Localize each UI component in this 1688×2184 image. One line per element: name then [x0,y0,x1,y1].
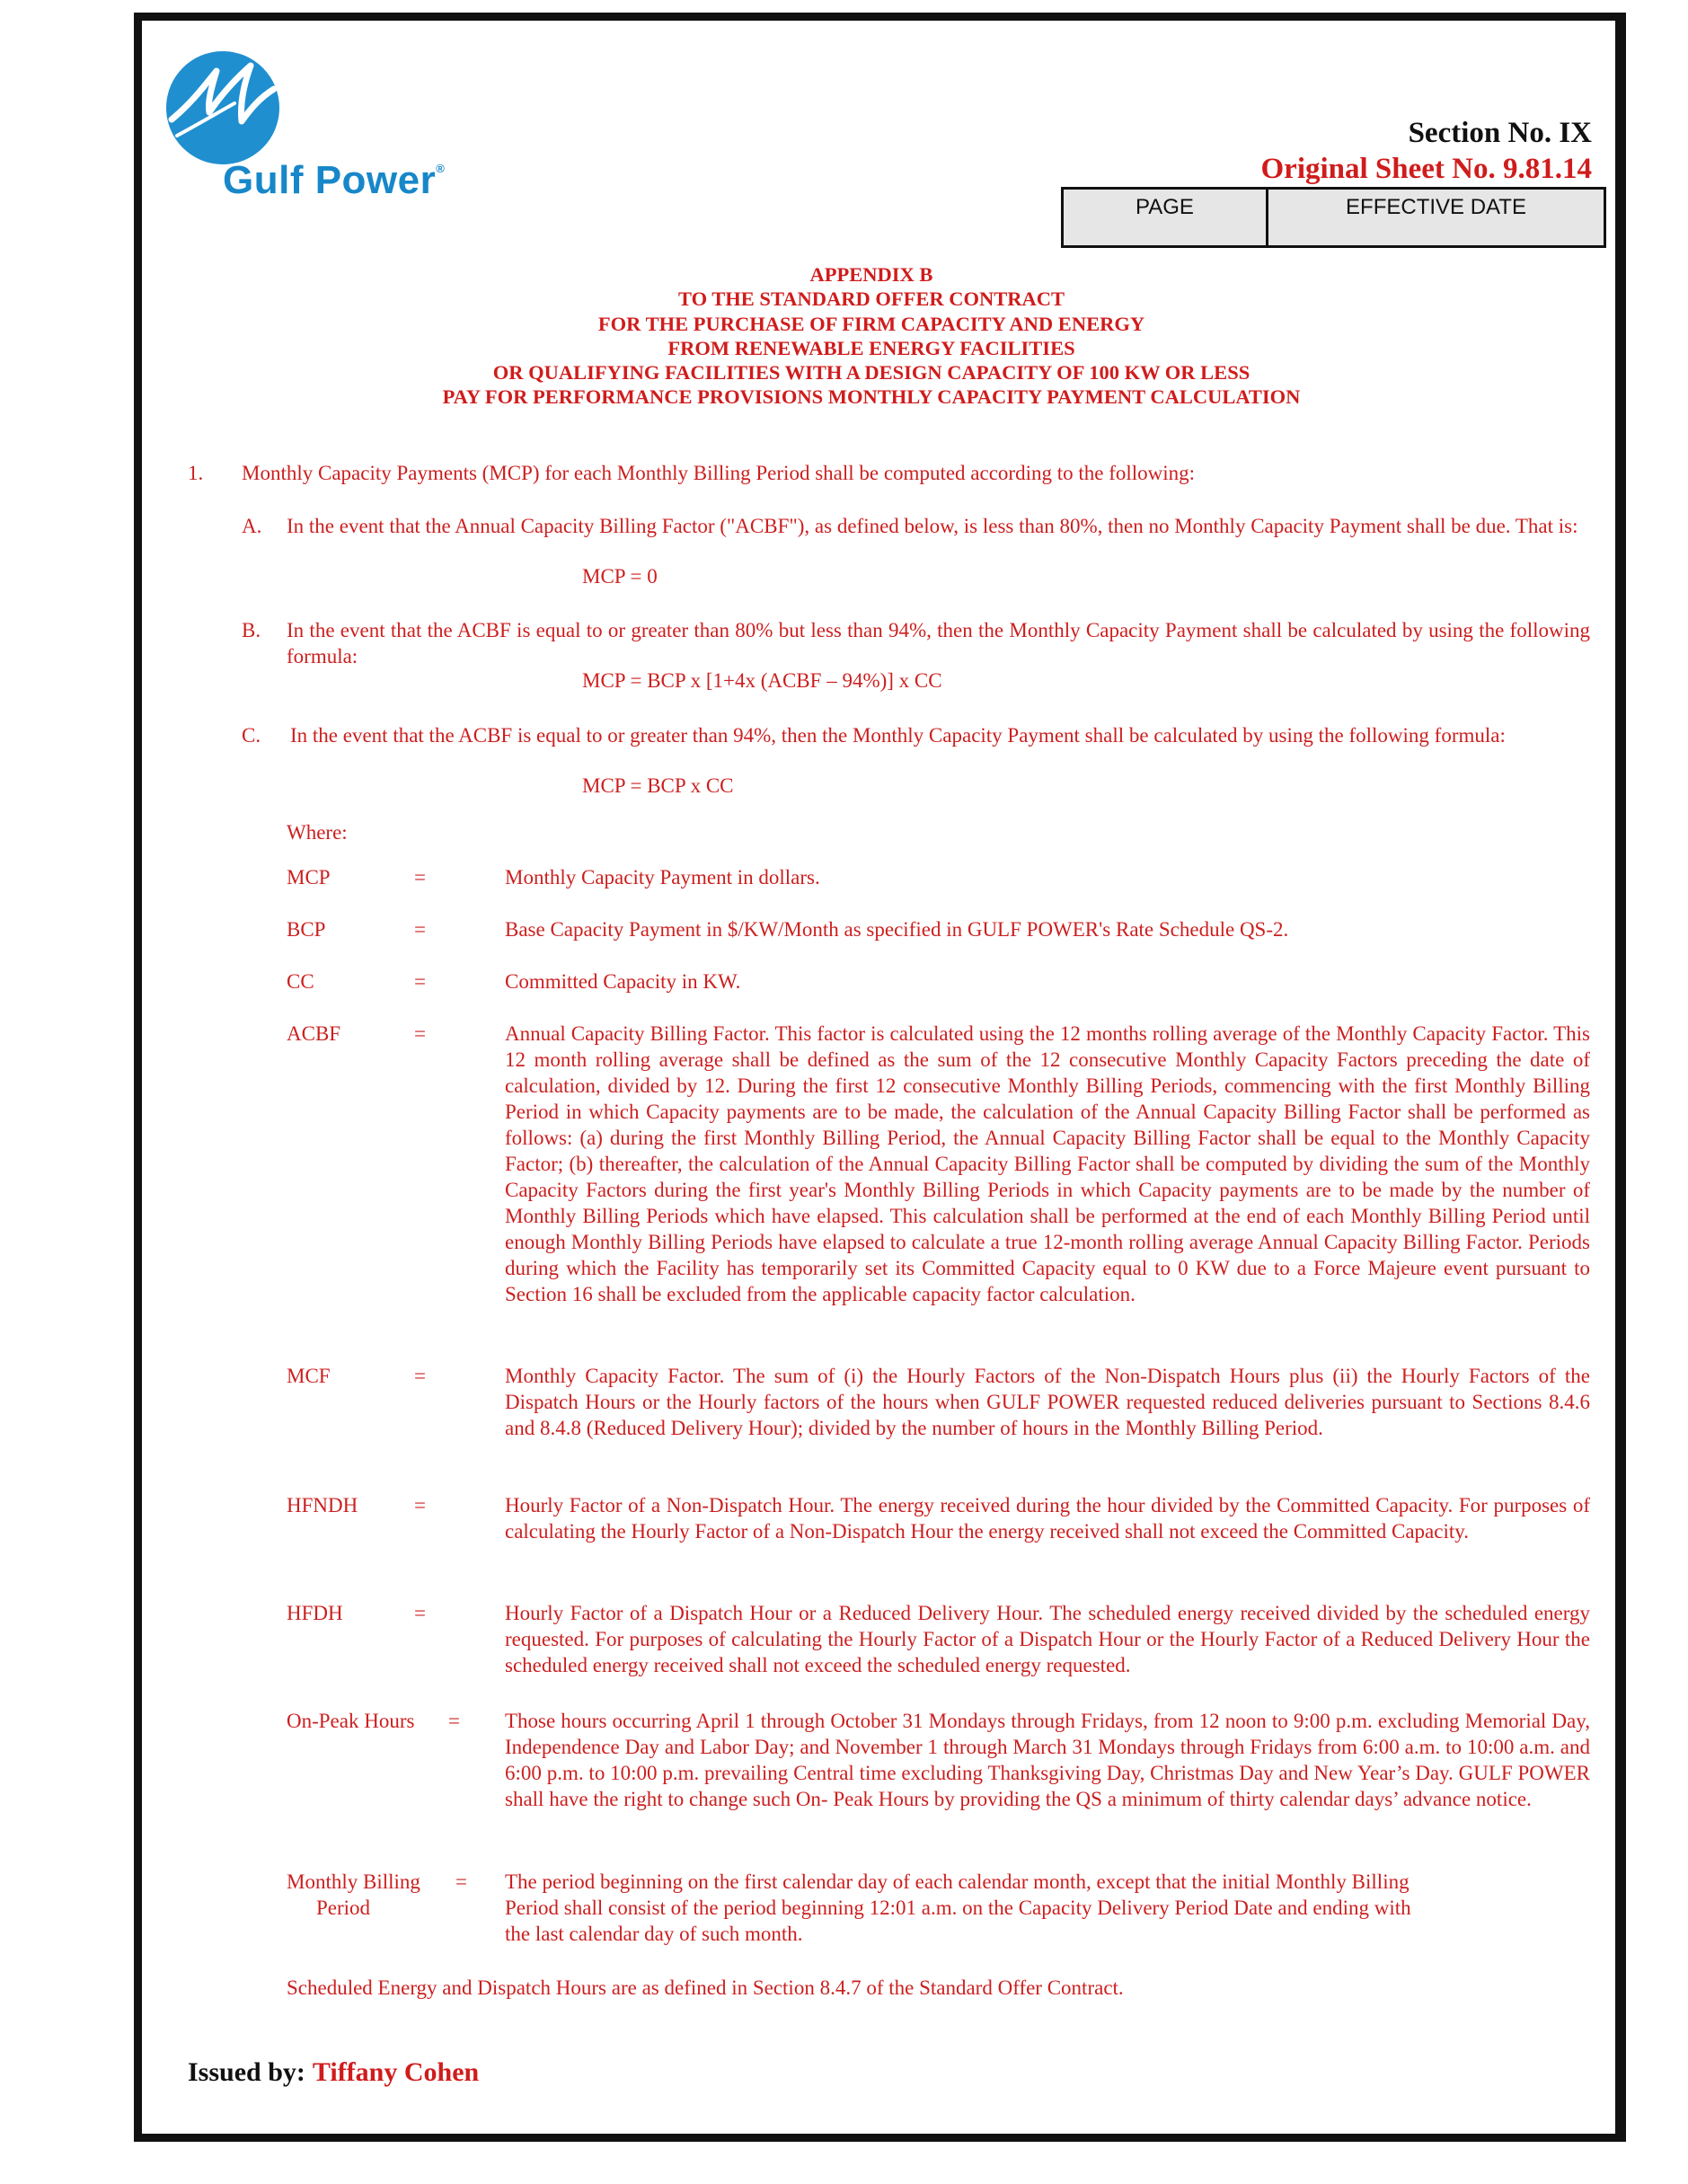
definition-line: the last calendar day of such month. [505,1923,803,1945]
definition-term: CC [287,970,314,993]
clause-text: In the event that the ACBF is equal to or greater than 94%, then the Monthly Capacity Payment shall be calculated by using the following formula: [290,724,1506,747]
definition-text: Hourly Factor of a Dispatch Hour or a Reduced Delivery Hour. The scheduled energy received divided by the scheduled energy requested. For purposes of calculating the Hourly Factor of a Dispatch Hour or the Hourly Factor of a Reduced Delivery Hour the scheduled energy received shall not exceed the scheduled energy requested. [505,1602,1590,1676]
page-header-cell: PAGE [1064,190,1268,245]
definition-text: Those hours occurring April 1 through October 31 Mondays through Fridays, from 12 noon to 9:00 p.m. excluding Memorial Day, Independence Day and Labor Day; and November 1 through March 31 Mondays through Fridays from 6:00 a.m. to 10:00 a.m. and 6:00 p.m. to 10:00 p.m. prevailing Central time excluding Thanksgiving Day, Christmas Day and New Year’s Day. GULF POWER shall have the right to change such On- Peak Hours by providing the QS a minimum of thirty calendar days’ advance notice. [505,1710,1590,1810]
definition-equals: = [414,970,426,993]
title-line: TO THE STANDARD OFFER CONTRACT [677,287,1065,311]
title-line: APPENDIX B [809,263,933,286]
title-line: FROM RENEWABLE ENERGY FACILITIES [667,336,1075,359]
definition-equals: = [414,1494,426,1516]
definition-term: MCF [287,1365,331,1387]
formula: MCP = 0 [582,565,658,588]
definition-term: BCP [287,918,326,941]
title-line: PAY FOR PERFORMANCE PROVISIONS MONTHLY CAPACITY PAYMENT CALCULATION [442,385,1301,409]
definition-text: Monthly Capacity Payment in dollars. [505,866,820,889]
definition-text: Committed Capacity in KW. [505,970,741,993]
definition-line: Period shall consist of the period beginning 12:01 a.m. on the Capacity Delivery Period Date and ending with [505,1897,1411,1919]
title-line: FOR THE PURCHASE OF FIRM CAPACITY AND ENERGY [597,312,1145,335]
definition-text [505,1869,1590,1947]
sheet-number: Original Sheet No. 9.81.14 [1260,153,1592,185]
clause-text: In the event that the ACBF is equal to or greater than 80% but less than 94%, then the Monthly Capacity Payment shall be calculated by using the following formula: [287,619,1590,668]
definition-line: The period beginning on the first calendar day of each calendar month, except that the initial Monthly Billing [505,1870,1410,1893]
section-number: Section No. IX [1408,117,1592,149]
document-title [135,262,1608,410]
definition-equals: = [414,866,426,889]
brand-name: Gulf Power® [223,158,446,202]
definition-text: Annual Capacity Billing Factor. This factor is calculated using the 12 months rolling average of the Monthly Capacity Factor. This 12 month rolling average shall be defined as the sum of the 12 consecutive Monthly Capacity Factors preceding the date of calculation, divided by 12. During the first 12 consecutive Monthly Billing Periods, commencing with the first Monthly Billing Period in which Capacity payments are to be made, the calculation of the Annual Capacity Billing Factor shall be performed as follows: (a) during the first Monthly Billing Period, the Annual Capacity Billing Factor shall be equal to the Monthly Capacity Factor; (b) thereafter, the calculation of the Annual Capacity Billing Factor shall be computed by dividing the sum of the Monthly Capacity Factors during the first year's Monthly Billing Periods in which Capacity payments are to be made by the number of Monthly Billing Periods which have elapsed. This calculation shall be performed at the end of each Monthly Billing Period until enough Monthly Billing Periods have elapsed to calculate a true 12-month rolling average Annual Capacity Billing Factor. Periods during which the Facility has temporarily set its Committed Capacity equal to 0 KW due to a Force Majeure event pursuant to Section 16 shall be excluded from the applicable capacity factor calculation. [505,1022,1590,1305]
definition-equals: = [414,1022,426,1045]
clause-letter: A. [242,515,262,537]
definition-equals: = [414,1602,426,1624]
formula: MCP = BCP x [1+4x (ACBF – 94%)] x CC [582,669,942,692]
definition-equals: = [414,1365,426,1387]
clause-text: In the event that the Annual Capacity Billing Factor ("ACBF"), as defined below, is less than 80%, then no Monthly Capacity Payment shall be due. That is: [287,515,1578,537]
definition-text: Hourly Factor of a Non-Dispatch Hour. The energy received during the hour divided by the Committed Capacity. For purposes of calculating the Hourly Factor of a Non-Dispatch Hour the energy received shall not exceed the Committed Capacity. [505,1494,1590,1543]
definition-text: Monthly Capacity Factor. The sum of (i) the Hourly Factors of the Non-Dispatch Hours plus (ii) the Hourly Factors of the Dispatch Hours or the Hourly factors of the hours when GULF POWER requested reduced deliveries pursuant to Sections 8.4.6 and 8.4.8 (Reduced Delivery Hour); divided by the number of hours in the Monthly Billing Period. [505,1365,1590,1439]
item-number: 1. [188,462,204,484]
effective-date-header-cell: EFFECTIVE DATE [1346,195,1526,219]
clause-letter: B. [242,619,261,641]
formula: MCP = BCP x CC [582,774,734,797]
header-table [1061,187,1606,248]
definition-term: ACBF [287,1022,341,1045]
gulf-power-logo-icon [164,49,281,166]
definition-term: Monthly Billing [287,1870,420,1893]
clause-letter: C. [242,724,261,747]
issued-by-label: Issued by: [188,2057,305,2087]
definition-equals: = [414,918,426,941]
definition-equals: = [448,1710,460,1732]
definition-text: Base Capacity Payment in $/KW/Month as specified in GULF POWER's Rate Schedule QS-2. [505,918,1289,941]
definition-term-continued: Period [316,1897,371,1919]
where-label: Where: [287,821,348,844]
definition-term: MCP [287,866,331,889]
title-line: OR QUALIFYING FACILITIES WITH A DESIGN CAPACITY OF 100 KW OR LESS [492,361,1251,385]
definition-equals: = [455,1870,467,1893]
definition-term: On-Peak Hours [287,1710,415,1732]
issued-by [188,2057,479,2088]
footnote: Scheduled Energy and Dispatch Hours are as defined in Section 8.4.7 of the Standard Offer Contract. [287,1976,1124,1999]
item-text: Monthly Capacity Payments (MCP) for each Monthly Billing Period shall be computed according to the following: [242,462,1196,484]
issuer-name: Tiffany Cohen [312,2057,480,2087]
definition-term: HFDH [287,1602,343,1624]
definition-term: HFNDH [287,1494,358,1516]
